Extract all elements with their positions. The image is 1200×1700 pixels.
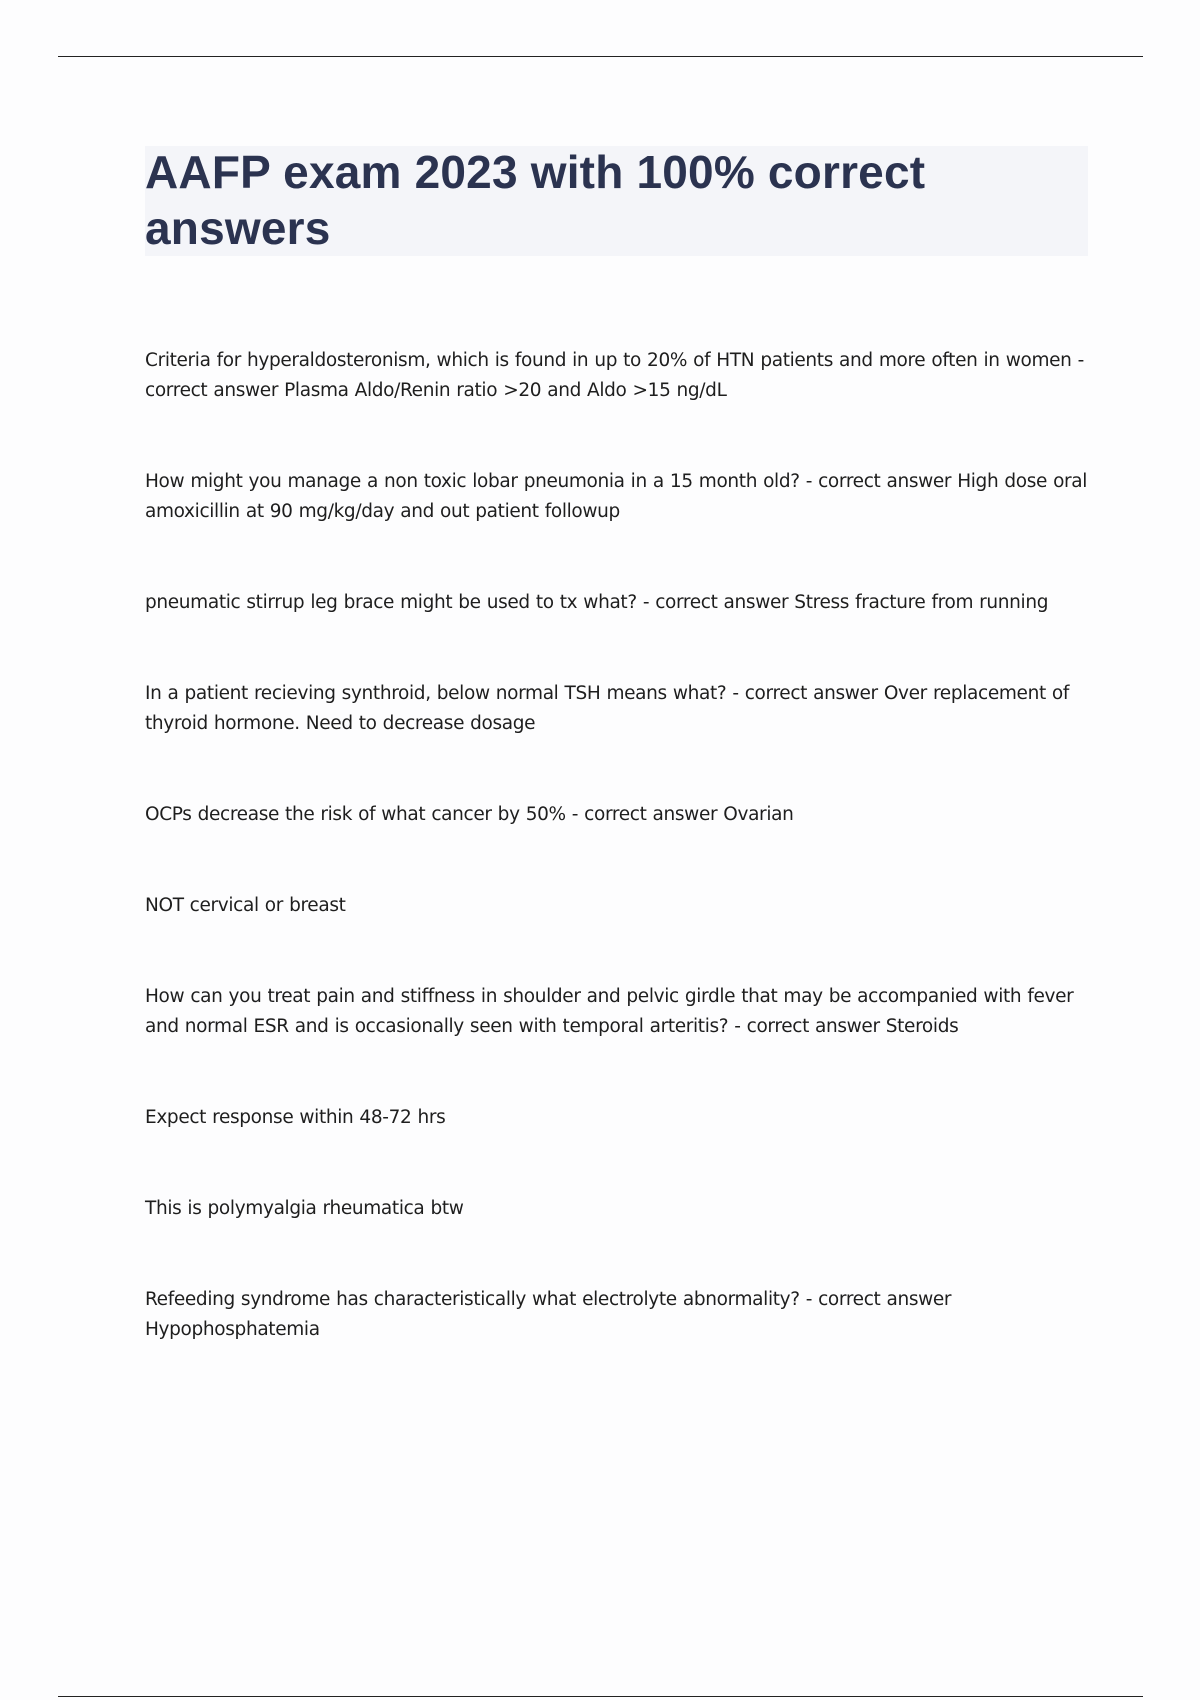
paragraph-ocps-cancer: OCPs decrease the risk of what cancer by 50% - correct answer Ovarian: [145, 804, 794, 825]
paragraph-refeeding-syndrome: Refeeding syndrome has characteristically what electrolyte abnormality? - correct answer Hypophosphatemia: [145, 1289, 952, 1340]
paragraph-polymyalgia: This is polymyalgia rheumatica btw: [145, 1198, 464, 1219]
paragraph-lobar-pneumonia: How might you manage a non toxic lobar pneumonia in a 15 month old? - correct answer High dose oral amoxicillin at 90 mg/kg/day and out patient followup: [145, 471, 1088, 522]
top-divider: [58, 56, 1143, 57]
bottom-divider: [58, 1696, 1143, 1697]
paragraph-shoulder-pelvic-pain: How can you treat pain and stiffness in shoulder and pelvic girdle that may be accompanied with fever and normal ESR and is occasionally seen with temporal arteritis? - correct answer Steroids: [145, 986, 1074, 1037]
paragraph-hyperaldosteronism: Criteria for hyperaldosteronism, which is found in up to 20% of HTN patients and more often in women - correct answer Plasma Aldo/Renin ratio >20 and Aldo >15 ng/dL: [145, 350, 1084, 401]
paragraph-synthroid-tsh: In a patient recieving synthroid, below normal TSH means what? - correct answer Over replacement of thyroid hormone. Need to decrease dosage: [145, 683, 1070, 734]
document-body: [145, 346, 1095, 1406]
paragraph-expect-response: Expect response within 48-72 hrs: [145, 1107, 446, 1128]
document-title: AAFP exam 2023 with 100% correct answers: [145, 146, 926, 254]
paragraph-not-cervical: NOT cervical or breast: [145, 895, 346, 916]
paragraph-stirrup-brace: pneumatic stirrup leg brace might be used to tx what? - correct answer Stress fracture from running: [145, 592, 1049, 613]
